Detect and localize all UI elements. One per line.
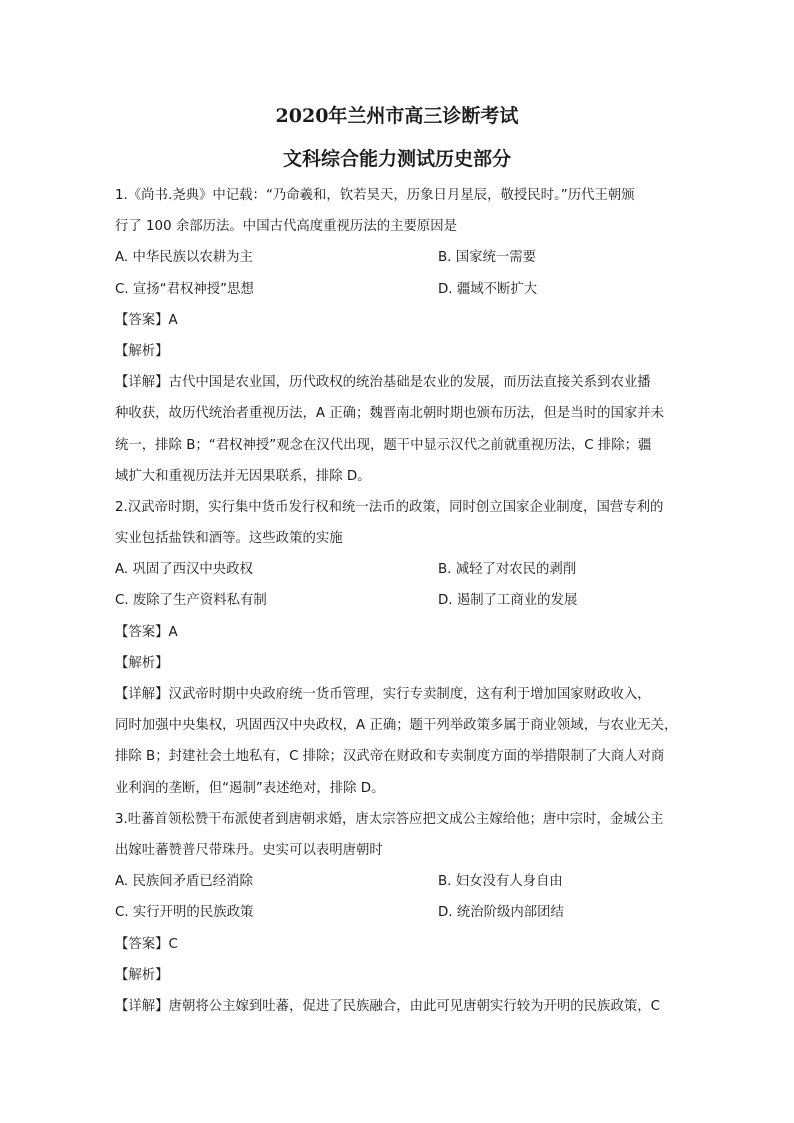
question-2 [115, 492, 681, 804]
question-1 [115, 180, 681, 492]
question-stem-line: 行了 100 余部历法。中国古代高度重视历法的主要原因是 [115, 219, 458, 235]
option-d: D. 统治阶级内部团结 [438, 905, 564, 921]
detail-line: 种收获，故历代统治者重视历法，A 正确；魏晋南北朝时期也颁布历法，但是当时的国家并未 [115, 406, 665, 422]
option-b: B. 国家统一需要 [438, 250, 537, 266]
options-row [115, 897, 681, 928]
page-title: 2020年兰州市高三诊断考试 [275, 105, 519, 127]
analysis-label: 【解析】 [115, 343, 169, 359]
option-a: A. 巩固了西汉中央政权 [115, 562, 253, 578]
option-a: A. 中华民族以农耕为主 [115, 250, 253, 266]
detail-line: 【详解】唐朝将公主嫁到吐蕃，促进了民族融合，由此可见唐朝实行较为开明的民族政策，C [115, 998, 660, 1014]
options-row [115, 866, 681, 897]
options-row [115, 585, 681, 616]
page-subtitle: 文科综合能力测试历史部分 [282, 148, 511, 170]
option-d: D. 遏制了工商业的发展 [438, 593, 578, 609]
detail-line: 同时加强中央集权，巩固西汉中央政权，A 正确；题干列举政策多属于商业领域，与农业无关， [115, 718, 678, 734]
detail-line: 业利润的垄断，但“遏制”表述绝对，排除 D。 [115, 780, 385, 796]
option-d: D. 疆域不断扩大 [438, 281, 538, 297]
detail-line: 【详解】古代中国是农业国，历代政权的统治基础是农业的发展，而历法直接关系到农业播 [115, 375, 651, 391]
option-c: C. 宣扬“君权神授”思想 [115, 281, 254, 297]
question-stem-line: 实业包括盐铁和酒等。这些政策的实施 [115, 531, 343, 547]
question-3 [115, 804, 681, 1022]
detail-line: 域扩大和重视历法并无因果联系，排除 D。 [115, 468, 371, 484]
question-stem-line: 3.吐蕃首领松赞干布派使者到唐朝求婚，唐太宗答应把文成公主嫁给他；唐中宗时，金城公主 [115, 811, 664, 827]
analysis-label: 【解析】 [115, 967, 169, 983]
option-b: B. 减轻了对农民的剥削 [438, 562, 577, 578]
option-a: A. 民族间矛盾已经消除 [115, 874, 253, 890]
question-stem-line: 1.《尚书.尧典》中记载：“乃命羲和，钦若昊天，历象日月星辰，敬授民时。”历代王朝颁 [115, 188, 635, 203]
options-row [115, 274, 681, 305]
detail-line: 统一，排除 B；“君权神授”观念在汉代出现，题干中显示汉代之前就重视历法，C 排除；疆 [115, 437, 652, 453]
answer-label: 【答案】A [115, 624, 178, 640]
detail-line: 排除 B；封建社会土地私有，C 排除；汉武帝在财政和专卖制度方面的举措限制了大商人对商 [115, 749, 665, 765]
document-body [115, 180, 681, 1022]
question-stem-line: 2.汉武帝时期，实行集中货币发行权和统一法币的政策，同时创立国家企业制度，国营专利的 [115, 499, 664, 515]
answer-label: 【答案】C [115, 936, 178, 952]
option-c: C. 废除了生产资料私有制 [115, 593, 267, 609]
detail-line: 【详解】汉武帝时期中央政府统一货币管理，实行专卖制度，这有利于增加国家财政收入， [115, 687, 651, 702]
question-stem-line: 出嫁吐蕃赞普尺带珠丹。史实可以表明唐朝时 [115, 842, 383, 858]
option-c: C. 实行开明的民族政策 [115, 905, 254, 921]
option-b: B. 妇女没有人身自由 [438, 874, 563, 890]
analysis-label: 【解析】 [115, 655, 169, 671]
options-row [115, 242, 681, 273]
options-row [115, 554, 681, 585]
answer-label: 【答案】A [115, 312, 178, 328]
